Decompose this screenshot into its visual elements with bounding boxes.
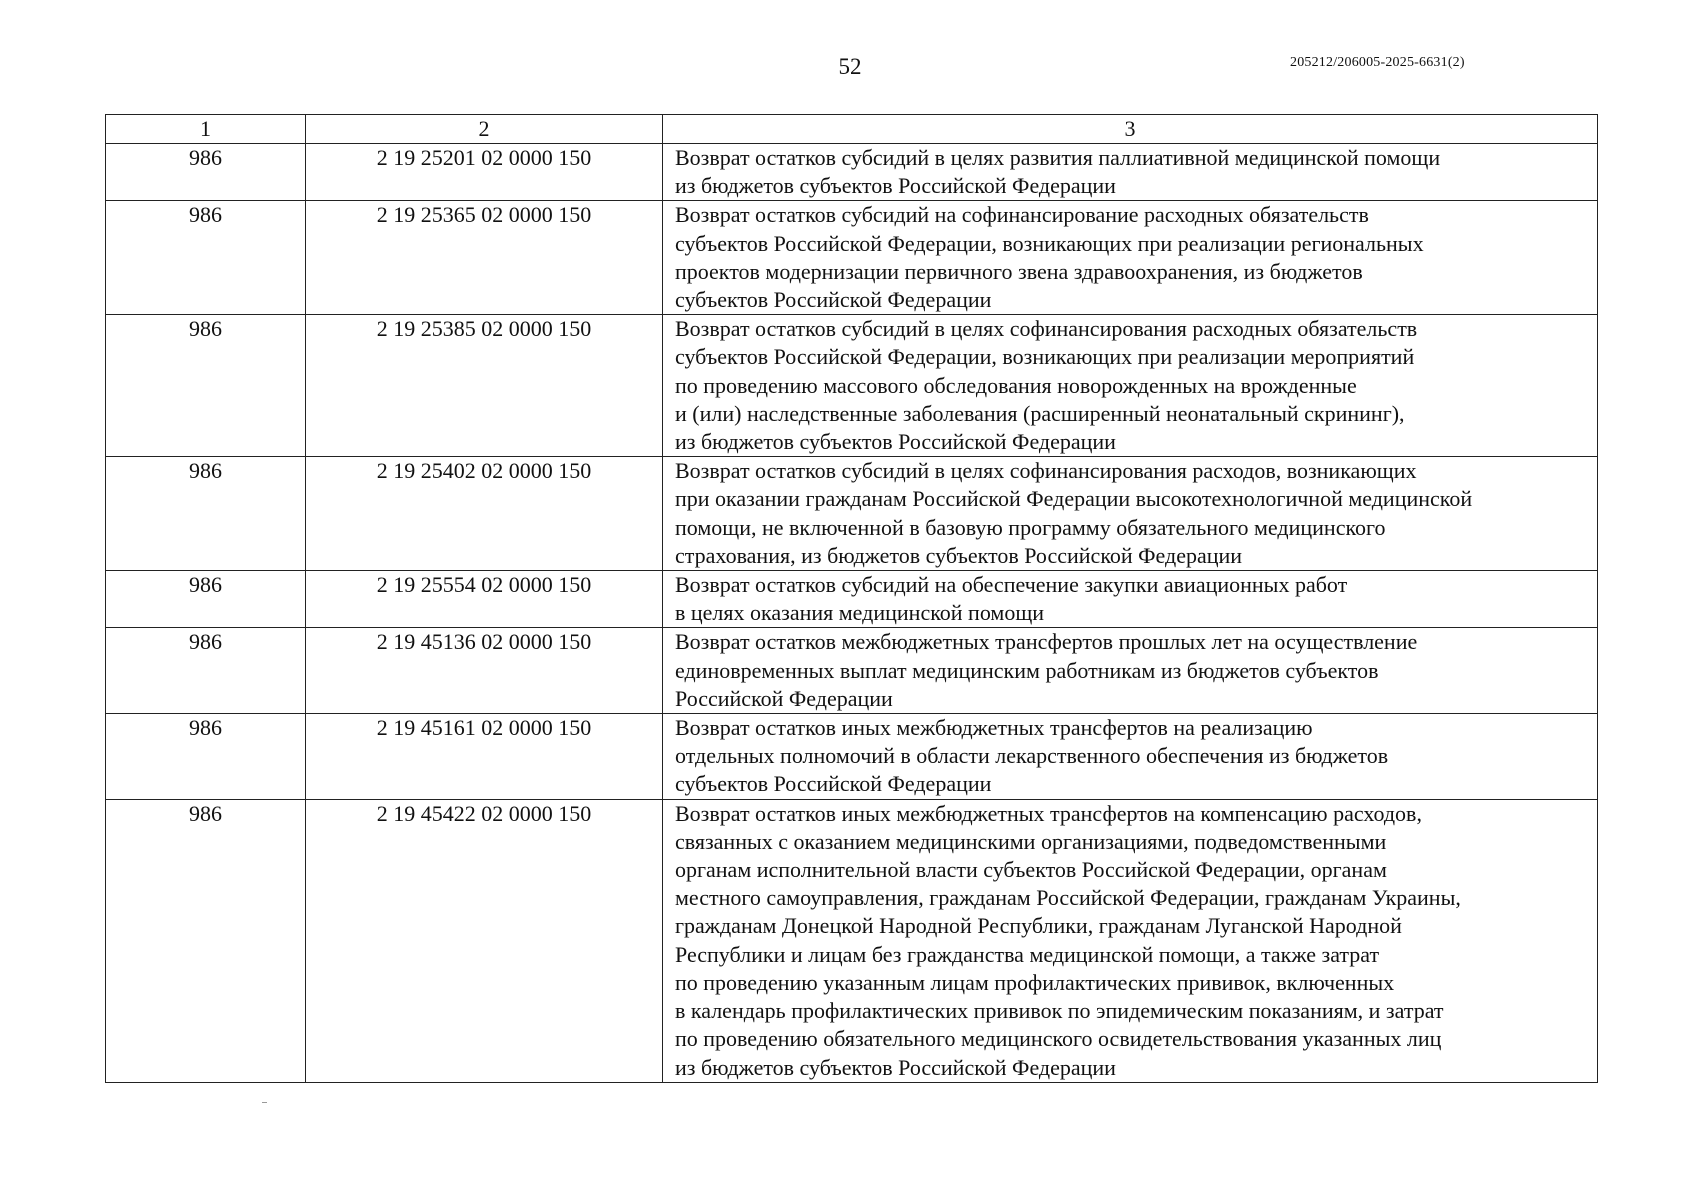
description-line: Возврат остатков иных межбюджетных трансфертов на компенсацию расходов, bbox=[675, 800, 1422, 826]
column-header-2: 2 bbox=[306, 115, 663, 144]
description-line: по проведению обязательного медицинского освидетельствования указанных лиц bbox=[675, 1026, 1442, 1052]
table-header-row bbox=[106, 115, 1598, 144]
page-number: 52 bbox=[838, 54, 862, 79]
description-line: из бюджетов субъектов Российской Федерации bbox=[675, 429, 1116, 455]
budget-code-cell: 2 19 25402 02 0000 150 bbox=[306, 457, 663, 571]
table-body bbox=[106, 144, 1598, 1083]
description-line: в календарь профилактических прививок по эпидемическим показаниям, и затрат bbox=[675, 998, 1444, 1024]
description-line: в целях оказания медицинской помощи bbox=[675, 600, 1045, 626]
description-line: субъектов Российской Федерации bbox=[675, 771, 992, 797]
budget-code-cell: 2 19 45136 02 0000 150 bbox=[306, 628, 663, 714]
budget-code-cell: 2 19 25554 02 0000 150 bbox=[306, 571, 663, 628]
description-line: Возврат остатков субсидий на обеспечение закупки авиационных работ bbox=[675, 572, 1348, 598]
table-row bbox=[106, 628, 1598, 714]
admin-code-cell: 986 bbox=[106, 144, 306, 201]
description-cell bbox=[663, 628, 1598, 714]
description-line: проектов модернизации первичного звена здравоохранения, из бюджетов bbox=[675, 258, 1363, 284]
column-header-3: 3 bbox=[663, 115, 1598, 144]
admin-code-cell: 986 bbox=[106, 799, 306, 1082]
admin-code-cell: 986 bbox=[106, 201, 306, 315]
description-line: из бюджетов субъектов Российской Федерации bbox=[675, 173, 1116, 199]
table-row bbox=[106, 571, 1598, 628]
description-cell bbox=[663, 799, 1598, 1082]
budget-code-cell: 2 19 45161 02 0000 150 bbox=[306, 714, 663, 800]
table-row bbox=[106, 144, 1598, 201]
table-row bbox=[106, 799, 1598, 1082]
description-cell bbox=[663, 201, 1598, 315]
description-line: из бюджетов субъектов Российской Федерации bbox=[675, 1054, 1116, 1080]
description-line: Российской Федерации bbox=[675, 685, 893, 711]
description-line: субъектов Российской Федерации, возникающих при реализации мероприятий bbox=[675, 344, 1415, 370]
admin-code-cell: 986 bbox=[106, 714, 306, 800]
description-line: по проведению массового обследования новорожденных на врожденные bbox=[675, 372, 1357, 398]
admin-code-cell: 986 bbox=[106, 628, 306, 714]
description-line: Возврат остатков иных межбюджетных трансфертов на реализацию bbox=[675, 715, 1313, 741]
description-line: Возврат остатков субсидий на софинансирование расходных обязательств bbox=[675, 202, 1369, 228]
description-line: страхования, из бюджетов субъектов Российской Федерации bbox=[675, 542, 1243, 568]
description-line: Возврат остатков субсидий в целях развития паллиативной медицинской помощи bbox=[675, 145, 1441, 170]
admin-code-cell: 986 bbox=[106, 571, 306, 628]
admin-code-cell: 986 bbox=[106, 315, 306, 457]
description-line: органам исполнительной власти субъектов Российской Федерации, органам bbox=[675, 857, 1387, 883]
description-cell bbox=[663, 144, 1598, 201]
description-cell bbox=[663, 714, 1598, 800]
admin-code-cell: 986 bbox=[106, 457, 306, 571]
budget-code-cell: 2 19 25365 02 0000 150 bbox=[306, 201, 663, 315]
description-cell bbox=[663, 571, 1598, 628]
description-line: единовременных выплат медицинским работникам из бюджетов субъектов bbox=[675, 657, 1379, 683]
scan-mark bbox=[262, 1102, 267, 1103]
description-line: Республики и лицам без гражданства медицинской помощи, а также затрат bbox=[675, 941, 1380, 967]
document-id: 205212/206005-2025-6631(2) bbox=[1290, 55, 1465, 70]
budget-codes-table bbox=[105, 114, 1598, 1083]
description-line: местного самоуправления, гражданам Российской Федерации, гражданам Украины, bbox=[675, 885, 1461, 911]
budget-code-cell: 2 19 25385 02 0000 150 bbox=[306, 315, 663, 457]
description-line: Возврат остатков межбюджетных трансфертов прошлых лет на осуществление bbox=[675, 629, 1418, 655]
table-row bbox=[106, 201, 1598, 315]
description-cell bbox=[663, 315, 1598, 457]
description-line: помощи, не включенной в базовую программу обязательного медицинского bbox=[675, 514, 1386, 540]
budget-code-cell: 2 19 45422 02 0000 150 bbox=[306, 799, 663, 1082]
column-header-1: 1 bbox=[106, 115, 306, 144]
description-line: субъектов Российской Федерации, возникающих при реализации региональных bbox=[675, 230, 1424, 256]
description-line: Возврат остатков субсидий в целях софинансирования расходных обязательств bbox=[675, 316, 1418, 342]
description-line: гражданам Донецкой Народной Республики, гражданам Луганской Народной bbox=[675, 913, 1402, 939]
table-row bbox=[106, 714, 1598, 800]
description-line: при оказании гражданам Российской Федерации высокотехнологичной медицинской bbox=[675, 486, 1473, 512]
table-row bbox=[106, 315, 1598, 457]
table-row bbox=[106, 457, 1598, 571]
budget-code-cell: 2 19 25201 02 0000 150 bbox=[306, 144, 663, 201]
description-line: отдельных полномочий в области лекарственного обеспечения из бюджетов bbox=[675, 743, 1389, 769]
description-line: Возврат остатков субсидий в целях софинансирования расходов, возникающих bbox=[675, 458, 1417, 484]
description-cell bbox=[663, 457, 1598, 571]
description-line: связанных с оказанием медицинскими организациями, подведомственными bbox=[675, 828, 1387, 854]
description-line: субъектов Российской Федерации bbox=[675, 287, 992, 313]
description-line: по проведению указанным лицам профилактических прививок, включенных bbox=[675, 969, 1395, 995]
description-line: и (или) наследственные заболевания (расширенный неонатальный скрининг), bbox=[675, 400, 1405, 426]
